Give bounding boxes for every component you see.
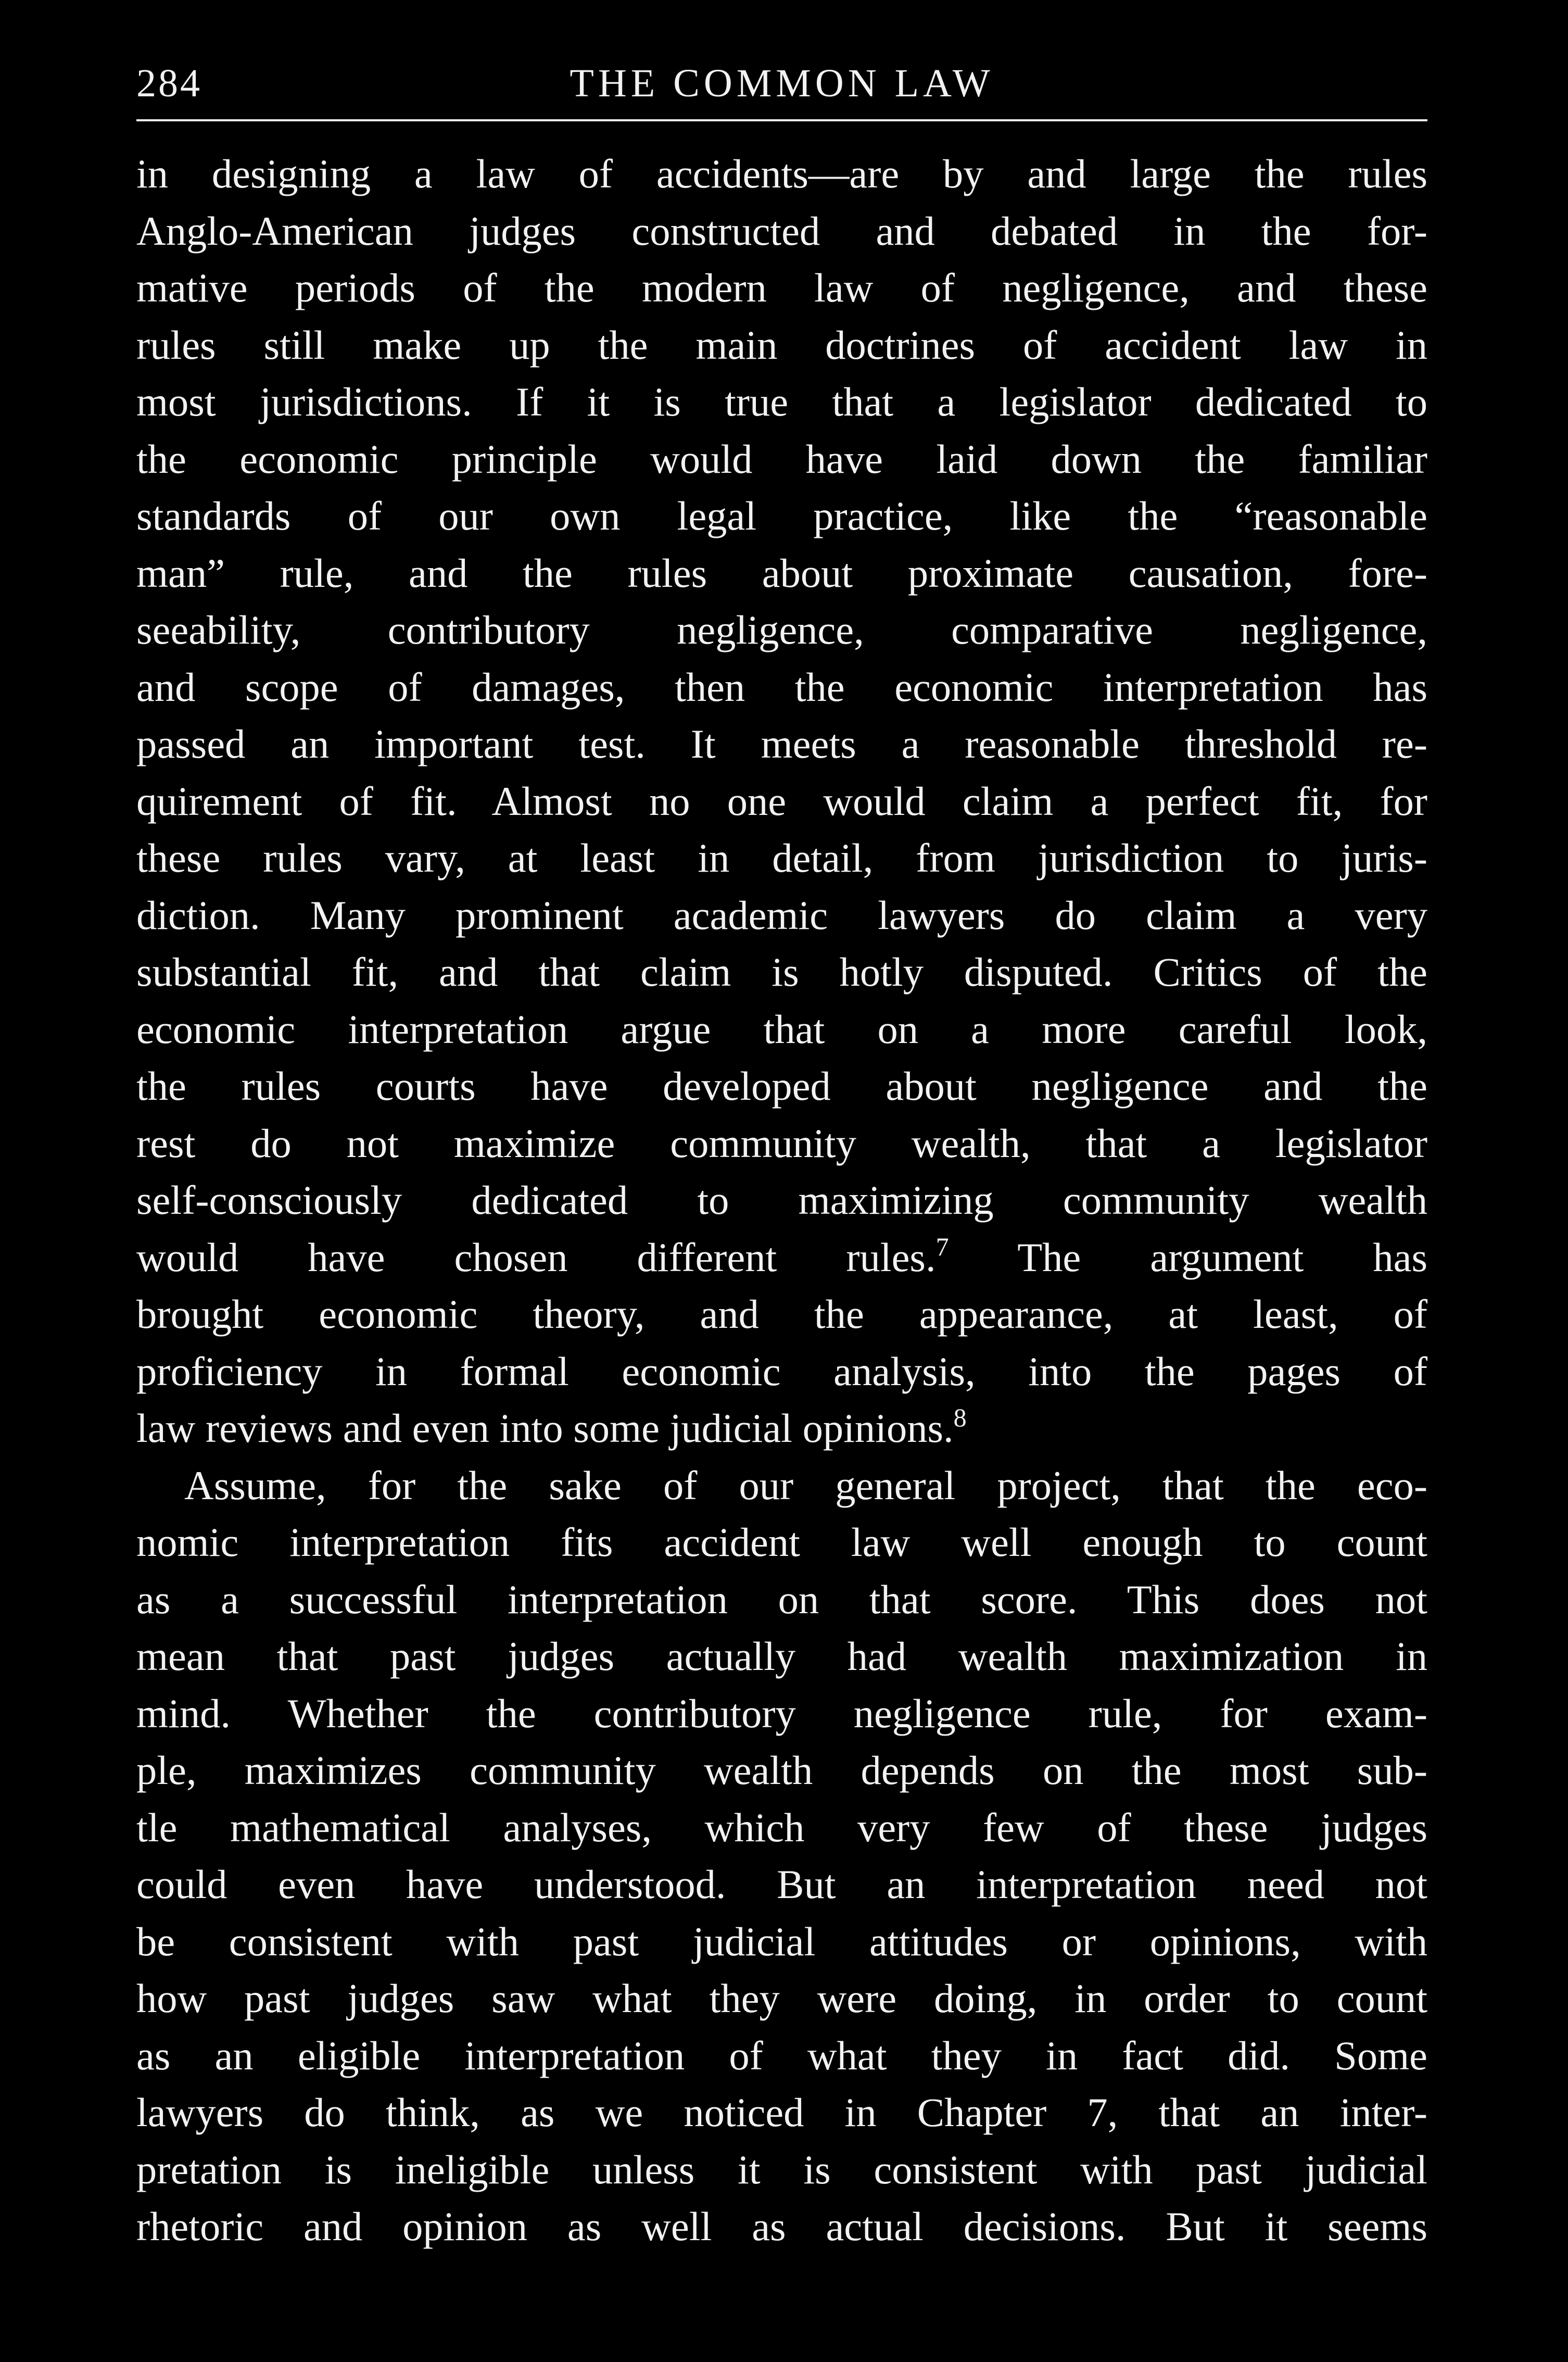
running-title: THE COMMON LAW: [570, 61, 994, 105]
paragraph-2: [136, 1457, 1427, 2255]
body-text: [136, 145, 1427, 2255]
text-line: rules still make up the main doctrines of accident law in: [136, 322, 1427, 368]
text-line: these rules vary, at least in detail, from jurisdiction to juris-: [136, 835, 1427, 881]
text-line: mean that past judges actually had wealth maximization in: [136, 1634, 1427, 1679]
text-line: mind. Whether the contributory negligence rule, for exam-: [136, 1690, 1427, 1736]
text-line: man” rule, and the rules about proximate causation, fore-: [136, 550, 1427, 596]
text-line: rhetoric and opinion as well as actual decisions. But it seems: [136, 2204, 1427, 2249]
text-line: could even have understood. But an interpretation need not: [136, 1862, 1427, 1907]
text-line: brought economic theory, and the appearance, at least, of: [136, 1291, 1427, 1337]
text-line: passed an important test. It meets a reasonable threshold re-: [136, 721, 1427, 767]
footnote-ref-8[interactable]: 8: [953, 1403, 967, 1432]
text-line: as an eligible interpretation of what they in fact did. Some: [136, 2032, 1427, 2078]
header-rule: [136, 119, 1427, 121]
text-line: lawyers do think, as we noticed in Chapter 7, that an inter-: [136, 2090, 1427, 2135]
page-number: 284: [136, 61, 202, 105]
text-line: substantial fit, and that claim is hotly disputed. Critics of the: [136, 949, 1427, 995]
text-line: how past judges saw what they were doing, in order to count: [136, 1976, 1427, 2021]
text-line: diction. Many prominent academic lawyers do claim a very: [136, 892, 1427, 938]
book-page: [136, 49, 1427, 2255]
text-line: tle mathematical analyses, which very few of these judges: [136, 1804, 1427, 1850]
text-line: quirement of fit. Almost no one would claim a perfect fit, for: [136, 778, 1427, 824]
text-line: in designing a law of accidents—are by and large the rules: [136, 151, 1427, 196]
text-line: Assume, for the sake of our general project, that the eco-: [184, 1462, 1427, 1508]
text-line: as a successful interpretation on that score. This does not: [136, 1576, 1427, 1622]
text-line: Anglo-American judges constructed and debated in the for-: [136, 208, 1427, 254]
text-line-with-note: [136, 1229, 1427, 1286]
text-line: mative periods of the modern law of negligence, and these: [136, 265, 1427, 310]
text-line: ple, maximizes community wealth depends on the most sub-: [136, 1748, 1427, 1793]
text-fragment: The argument has: [949, 1234, 1427, 1280]
text-line: self-consciously dedicated to maximizing community wealth: [136, 1177, 1427, 1223]
text-line: be consistent with past judicial attitudes or opinions, with: [136, 1918, 1427, 1964]
paragraph-1: [136, 145, 1427, 1457]
text-fragment: would have chosen different rules.: [136, 1234, 936, 1280]
text-line: pretation is ineligible unless it is consistent with past judicial: [136, 2146, 1427, 2192]
text-line: most jurisdictions. If it is true that a legislator dedicated to: [136, 379, 1427, 424]
footnote-ref-7[interactable]: 7: [935, 1232, 949, 1261]
text-line-with-note: [136, 1400, 1427, 1457]
running-head: [136, 49, 1427, 117]
text-line: economic interpretation argue that on a more careful look,: [136, 1006, 1427, 1052]
text-fragment: law reviews and even into some judicial opinions.: [136, 1405, 954, 1451]
text-line: the rules courts have developed about negligence and the: [136, 1063, 1427, 1109]
text-line: rest do not maximize community wealth, that a legislator: [136, 1120, 1427, 1166]
text-line: standards of our own legal practice, like the “reasonable: [136, 493, 1427, 538]
text-line: proficiency in formal economic analysis, into the pages of: [136, 1348, 1427, 1394]
text-line: seeability, contributory negligence, comparative negligence,: [136, 607, 1427, 652]
text-line: nomic interpretation fits accident law well enough to count: [136, 1519, 1427, 1565]
text-line: and scope of damages, then the economic interpretation has: [136, 664, 1427, 710]
text-line: the economic principle would have laid down the familiar: [136, 436, 1427, 482]
